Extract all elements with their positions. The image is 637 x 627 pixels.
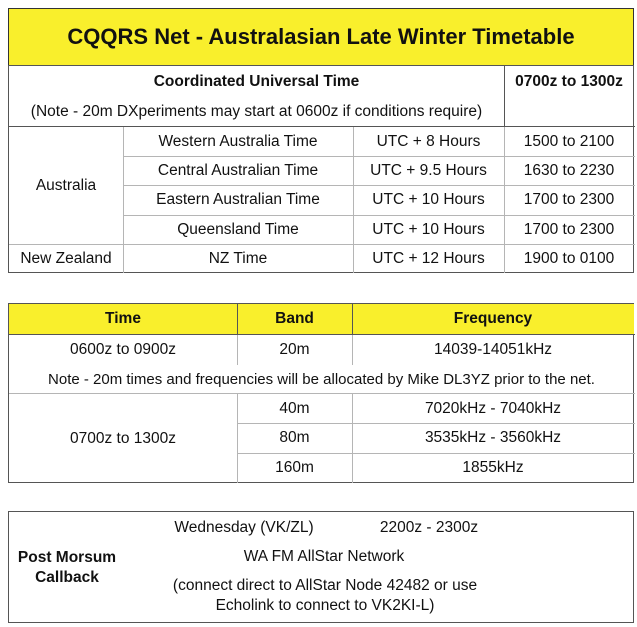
- nz-region: New Zealand: [20, 249, 112, 267]
- callback-label: [9, 538, 125, 598]
- bands-header-frequency: Frequency: [352, 304, 634, 334]
- zone-nz: NZ Time: [208, 249, 268, 267]
- offset-nz: UTC + 12 Hours: [372, 249, 485, 267]
- local-nz: 1900 to 0100: [523, 249, 615, 267]
- callback-box: [8, 511, 634, 623]
- zone-eastern: Eastern Australian Time: [156, 191, 320, 208]
- title-bar: [8, 8, 634, 66]
- utc-range: 0700z to 1300z: [515, 72, 623, 90]
- page-title: CQQRS Net - Australasian Late Winter Timetable: [67, 24, 575, 49]
- australia-label: Australia: [35, 176, 97, 194]
- group-time: 0700z to 1300z: [69, 429, 176, 447]
- utc-header: Coordinated Universal Time: [153, 72, 360, 90]
- freq-40m: 7020kHz - 7040kHz: [424, 399, 562, 417]
- allocation-note: Note - 20m times and frequencies will be allocated by Mike DL3YZ prior to the net.: [48, 370, 595, 388]
- offset-wa: UTC + 8 Hours: [376, 132, 481, 150]
- zone-central: Central Australian Time: [157, 161, 319, 179]
- local-central: 1630 to 2230: [523, 161, 615, 179]
- zone-queensland: Queensland Time: [177, 220, 299, 238]
- offset-eastern: UTC + 10 Hours: [372, 191, 485, 208]
- timezone-table: [8, 65, 634, 273]
- band-80m: 80m: [279, 429, 310, 446]
- bands-header-time: Time: [9, 304, 237, 334]
- freq-80m: 3535kHz - 3560kHz: [424, 429, 562, 446]
- offset-central: UTC + 9.5 Hours: [370, 161, 487, 179]
- offset-queensland: UTC + 10 Hours: [372, 220, 485, 238]
- local-eastern: 1700 to 2300: [523, 191, 615, 208]
- callback-time: 2200z - 2300z: [379, 519, 479, 536]
- band-160m: 160m: [275, 459, 314, 476]
- local-wa: 1500 to 2100: [523, 132, 615, 150]
- callback-label-line2: Callback: [35, 569, 99, 586]
- callback-day: Wednesday (VK/ZL): [174, 519, 314, 536]
- band-40m: 40m: [279, 399, 310, 417]
- callback-network: WA FM AllStar Network: [243, 548, 405, 565]
- row1-frequency: 14039-14051kHz: [433, 341, 553, 358]
- callback-connect-line1: (connect direct to AllStar Node 42482 or use: [172, 577, 478, 594]
- row1-band: 20m: [279, 341, 310, 358]
- callback-label-line1: Post Morsum: [17, 549, 117, 566]
- row1-time: 0600z to 0900z: [69, 341, 176, 358]
- bands-table: [8, 303, 634, 483]
- dx-note: (Note - 20m DXperiments may start at 0600z if conditions require): [30, 103, 483, 120]
- callback-connect-line2: Echolink to connect to VK2KI-L): [215, 597, 435, 614]
- freq-160m: 1855kHz: [462, 459, 524, 476]
- local-queensland: 1700 to 2300: [523, 220, 615, 238]
- bands-header-band: Band: [237, 304, 352, 334]
- zone-wa: Western Australia Time: [158, 132, 318, 150]
